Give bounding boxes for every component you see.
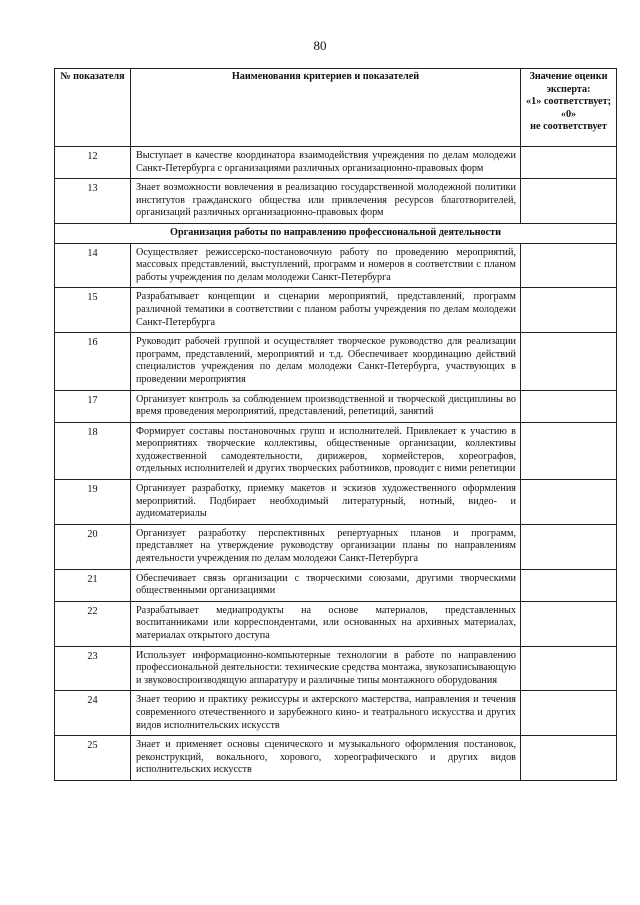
table-row [55, 288, 617, 333]
header-value-line: Значение оценки эксперта: [529, 71, 608, 95]
expert-score-cell[interactable] [521, 480, 617, 525]
criterion-text: Осуществляет режиссерско-постановочную работу по проведению мероприятий, массовых представлений, выступлений, программ и номеров в соответствии с планом работы учреждения по делам молодежи Санкт-Петербурга [131, 243, 521, 288]
header-number: № показателя [55, 69, 131, 147]
table-row [55, 179, 617, 224]
criterion-text: Знает и применяет основы сценического и музыкального оформления постановок, реконструкций, вокального, хорового, хореографического и других видов исполнительских искусств [131, 736, 521, 781]
table-row [55, 691, 617, 736]
header-value-line: «1» соответствует; [526, 96, 611, 108]
table-row [55, 646, 617, 691]
criterion-text: Знает возможности вовлечения в реализацию государственной молодежной политики институтов гражданского общества или привлечения ресурсов благотворителей, организаций различных организационно-правовых форм [131, 179, 521, 224]
expert-score-cell[interactable] [521, 288, 617, 333]
expert-score-cell[interactable] [521, 569, 617, 601]
row-number: 12 [55, 147, 131, 179]
row-number: 19 [55, 480, 131, 525]
criterion-text: Обеспечивает связь организации с творческими союзами, другими творческими общественными организациями [131, 569, 521, 601]
row-number: 24 [55, 691, 131, 736]
expert-score-cell[interactable] [521, 646, 617, 691]
table-row [55, 390, 617, 422]
expert-score-cell[interactable] [521, 333, 617, 390]
criterion-text: Знает теорию и практику режиссуры и актерского мастерства, направления и течения современного отечественного и зарубежного кино- и театрального искусства и других видов исполнительских искусств [131, 691, 521, 736]
header-value-line: не соответствует [530, 121, 607, 133]
table-row [55, 524, 617, 569]
row-number: 17 [55, 390, 131, 422]
criterion-text: Использует информационно-компьютерные технологии в работе по направлению профессиональной деятельности: технические средства монтажа, звукозаписывающую и звуковоспроизводящую аппаратуру и различные типы монтажного оборудования [131, 646, 521, 691]
row-number: 14 [55, 243, 131, 288]
criterion-text: Руководит рабочей группой и осуществляет творческое руководство для реализации программ, представлений, мероприятий и т.д. Обеспечивает координацию действий специалистов учреждения по делам молодежи Санкт-Петербурга, участвующих в проведении мероприятия [131, 333, 521, 390]
expert-score-cell[interactable] [521, 147, 617, 179]
expert-score-cell[interactable] [521, 691, 617, 736]
table-row [55, 333, 617, 390]
row-number: 21 [55, 569, 131, 601]
section-title: Организация работы по направлению профессиональной деятельности [55, 223, 617, 243]
criterion-text: Организует контроль за соблюдением производственной и творческой дисциплины во время проведения мероприятий, представлений, репетиций, занятий [131, 390, 521, 422]
criterion-text: Разрабатывает медиапродукты на основе материалов, представленных воспитанниками или корреспондентами, или основанных на архивных материалах, материалах открытого доступа [131, 601, 521, 646]
row-number: 20 [55, 524, 131, 569]
section-row [55, 223, 617, 243]
table-row [55, 147, 617, 179]
expert-score-cell[interactable] [521, 736, 617, 781]
header-value-line: «0» [560, 108, 577, 120]
row-number: 13 [55, 179, 131, 224]
expert-score-cell[interactable] [521, 179, 617, 224]
criterion-text: Формирует составы постановочных групп и исполнителей. Привлекает к участию в мероприятиях творческие коллективы, общественные организации, коллективы художественной самодеятельности, дирижеров, хормейстеров, хореографов, отдельных исполнителей и других творческих работников, проводит с ними репетиции [131, 422, 521, 479]
table-row [55, 243, 617, 288]
table-row [55, 569, 617, 601]
table-row [55, 480, 617, 525]
row-number: 15 [55, 288, 131, 333]
row-number: 25 [55, 736, 131, 781]
table-row [55, 422, 617, 479]
expert-score-cell[interactable] [521, 601, 617, 646]
row-number: 22 [55, 601, 131, 646]
expert-score-cell[interactable] [521, 524, 617, 569]
row-number: 16 [55, 333, 131, 390]
criterion-text: Выступает в качестве координатора взаимодействия учреждения по делам молодежи Санкт-Петербурга с организациями различных организационно-правовых форм [131, 147, 521, 179]
page-number: 80 [313, 38, 327, 53]
criteria-table [54, 68, 617, 781]
criterion-text: Организует разработку перспективных репертуарных планов и программ, представляет на утверждение руководству организации планы по направлениям деятельности учреждения по делам молодежи Санкт-Петербурга [131, 524, 521, 569]
table-row [55, 736, 617, 781]
header-value [521, 69, 617, 147]
row-number: 23 [55, 646, 131, 691]
header-name: Наименования критериев и показателей [131, 69, 521, 147]
expert-score-cell[interactable] [521, 243, 617, 288]
criterion-text: Организует разработку, приемку макетов и эскизов художественного оформления мероприятий. Подбирает необходимый литературный, нотный, видео- и аудиоматериалы [131, 480, 521, 525]
table-row [55, 601, 617, 646]
expert-score-cell[interactable] [521, 390, 617, 422]
expert-score-cell[interactable] [521, 422, 617, 479]
row-number: 18 [55, 422, 131, 479]
criterion-text: Разрабатывает концепции и сценарии мероприятий, представлений, программ различной тематики в соответствии с планом работы учреждения по делам молодежи Санкт-Петербурга [131, 288, 521, 333]
table-header-row [55, 69, 617, 147]
